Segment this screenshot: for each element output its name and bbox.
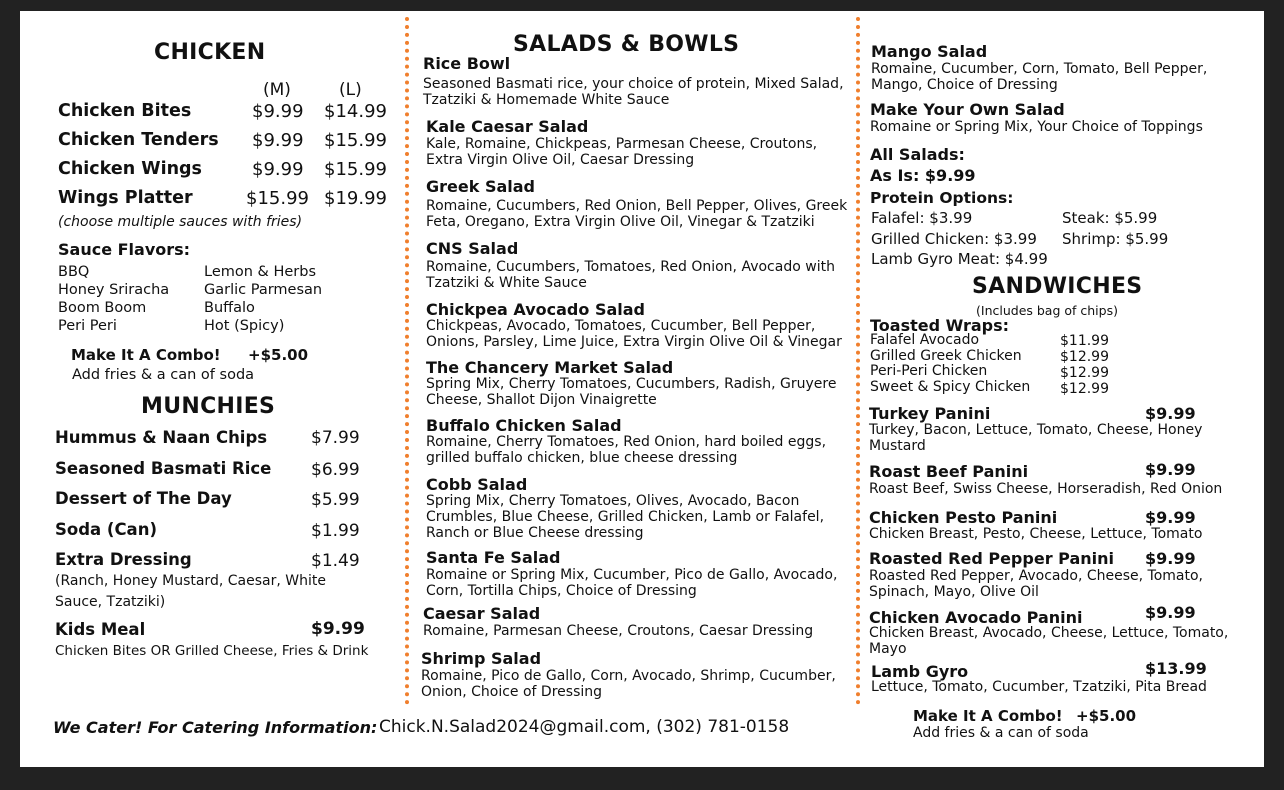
combo-label: Make It A Combo! (913, 707, 1063, 725)
panini-price: $9.99 (1145, 508, 1196, 527)
panini-name: Roast Beef Panini (869, 462, 1029, 481)
sandwiches-note: (Includes bag of chips) (976, 303, 1118, 318)
panini-name: Roasted Red Pepper Panini (869, 549, 1114, 568)
protein-option: Steak: $5.99 (1062, 209, 1158, 227)
salad-item-name: Cobb Salad (426, 475, 528, 494)
salad-item-name: Shrimp Salad (421, 649, 542, 668)
munchies-item-name: Extra Dressing (55, 550, 192, 569)
lamb-gyro-price: $13.99 (1145, 659, 1207, 678)
dressing-description: (Ranch, Honey Mustard, Caesar, White (55, 573, 326, 589)
munchies-item-price: $5.99 (311, 490, 360, 510)
salads-heading: SALADS & BOWLS (513, 32, 740, 57)
protein-option: Shrimp: $5.99 (1062, 230, 1169, 248)
panini-name: Chicken Pesto Panini (869, 508, 1058, 527)
panini-description: Mayo (869, 641, 907, 657)
wrap-price: $12.99 (1060, 349, 1109, 365)
wrap-price: $11.99 (1060, 333, 1109, 349)
column-divider-right (856, 17, 860, 705)
salad-item-description: Seasoned Basmati rice, your choice of protein, Mixed Salad, (423, 76, 844, 92)
panini-description: Chicken Breast, Pesto, Cheese, Lettuce, Tomato (869, 526, 1203, 542)
salad-item-name: Kale Caesar Salad (426, 117, 589, 136)
sauce-flavor: Buffalo (204, 300, 255, 316)
salad-item-description: grilled buffalo chicken, blue cheese dressing (426, 450, 738, 466)
salad-item-description: Onion, Choice of Dressing (421, 684, 603, 700)
salad-item-description: Romaine, Cucumbers, Tomatoes, Red Onion, Avocado with (426, 259, 835, 275)
panini-description: Roast Beef, Swiss Cheese, Horseradish, Red Onion (869, 481, 1223, 497)
catering-contact[interactable]: Chick.N.Salad2024@gmail.com, (302) 781-0158 (379, 717, 790, 737)
wrap-name: Peri-Peri Chicken (870, 363, 988, 379)
salad-item-description: Romaine, Parmesan Cheese, Croutons, Caesar Dressing (423, 623, 814, 639)
dressing-description: Sauce, Tzatziki) (55, 594, 166, 610)
kids-meal-description: Chicken Bites OR Grilled Cheese, Fries & Drink (55, 643, 369, 659)
all-salads-label: All Salads: (870, 145, 965, 164)
protein-options-heading: Protein Options: (870, 189, 1014, 207)
salad-item-description: Tzatziki & Homemade White Sauce (423, 92, 670, 108)
panini-description: Mustard (869, 438, 926, 454)
munchies-item-name: Hummus & Naan Chips (55, 428, 268, 447)
munchies-heading: MUNCHIES (141, 394, 276, 419)
panini-price: $9.99 (1145, 603, 1196, 622)
sauce-heading: Sauce Flavors: (58, 240, 191, 259)
wrap-name: Sweet & Spicy Chicken (870, 379, 1031, 395)
size-medium-label: (M) (263, 80, 291, 100)
size-large-label: (L) (339, 80, 362, 100)
combo-label: Make It A Combo! (71, 346, 221, 364)
protein-option: Lamb Gyro Meat: $4.99 (871, 250, 1048, 268)
protein-option: Falafel: $3.99 (871, 209, 973, 227)
salad-item-description: Ranch or Blue Cheese dressing (426, 525, 644, 541)
salad-item-description: Feta, Oregano, Extra Virgin Olive Oil, Vinegar & Tzatziki (426, 214, 815, 230)
salad-item-description: Spring Mix, Cherry Tomatoes, Cucumbers, Radish, Gruyere (426, 376, 837, 392)
sauce-flavor: Hot (Spicy) (204, 318, 285, 334)
chicken-item-price-l: $15.99 (324, 159, 387, 180)
wrap-price: $12.99 (1060, 365, 1109, 381)
salad-item-description: Crumbles, Blue Cheese, Grilled Chicken, Lamb or Falafel, (426, 509, 825, 525)
salad-item-name: Chickpea Avocado Salad (426, 300, 645, 319)
lamb-gyro-name: Lamb Gyro (871, 662, 969, 681)
salad-item-description: Tzatziki & White Sauce (426, 275, 587, 291)
panini-price: $9.99 (1145, 460, 1196, 479)
menu-page (20, 11, 1264, 767)
mango-salad-description: Romaine, Cucumber, Corn, Tomato, Bell Pepper, (871, 61, 1208, 77)
wrap-name: Falafel Avocado (870, 332, 980, 348)
make-your-own-salad-description: Romaine or Spring Mix, Your Choice of Toppings (870, 119, 1203, 135)
salad-item-name: Caesar Salad (423, 604, 541, 623)
toasted-wraps-heading: Toasted Wraps: (870, 316, 1010, 335)
munchies-item-name: Dessert of The Day (55, 489, 232, 508)
salad-item-description: Spring Mix, Cherry Tomatoes, Olives, Avocado, Bacon (426, 493, 800, 509)
panini-name: Turkey Panini (869, 404, 991, 423)
salad-item-description: Romaine, Cucumbers, Red Onion, Bell Pepper, Olives, Greek (426, 198, 848, 214)
wrap-price: $12.99 (1060, 381, 1109, 397)
chicken-item-name: Wings Platter (58, 188, 193, 208)
salad-item-name: CNS Salad (426, 239, 519, 258)
salad-item-description: Kale, Romaine, Chickpeas, Parmesan Cheese, Croutons, (426, 136, 818, 152)
protein-option: Grilled Chicken: $3.99 (871, 230, 1037, 248)
lamb-gyro-description: Lettuce, Tomato, Cucumber, Tzatziki, Pita Bread (871, 679, 1207, 695)
chicken-item-price-m: $9.99 (252, 101, 304, 122)
munchies-item-name: Seasoned Basmati Rice (55, 459, 272, 478)
panini-description: Chicken Breast, Avocado, Cheese, Lettuce, Tomato, (869, 625, 1229, 641)
salad-item-name: The Chancery Market Salad (426, 358, 674, 377)
catering-label: We Cater! For Catering Information: (53, 718, 378, 737)
column-divider-left (405, 17, 409, 705)
as-is-price: As Is: $9.99 (870, 166, 976, 185)
munchies-item-price: $7.99 (311, 428, 360, 448)
combo-price: +$5.00 (248, 346, 309, 364)
salad-item-description: Romaine, Pico de Gallo, Corn, Avocado, Shrimp, Cucumber, (421, 668, 836, 684)
salad-item-description: Corn, Tortilla Chips, Choice of Dressing (426, 583, 697, 599)
munchies-item-name: Soda (Can) (55, 520, 157, 539)
munchies-item-price: $1.99 (311, 521, 360, 541)
panini-description: Roasted Red Pepper, Avocado, Cheese, Tomato, (869, 568, 1204, 584)
mango-salad-name: Mango Salad (871, 42, 988, 61)
combo-price: +$5.00 (1076, 707, 1137, 725)
salad-item-description: Chickpeas, Avocado, Tomatoes, Cucumber, Bell Pepper, (426, 318, 816, 334)
sauce-flavor: Peri Peri (58, 318, 117, 334)
salad-item-name: Greek Salad (426, 177, 535, 196)
combo-description: Add fries & a can of soda (913, 725, 1089, 741)
panini-name: Chicken Avocado Panini (869, 608, 1083, 627)
salad-item-name: Santa Fe Salad (426, 548, 561, 567)
chicken-item-name: Chicken Tenders (58, 130, 219, 150)
salad-item-description: Cheese, Shallot Dijon Vinaigrette (426, 392, 657, 408)
chicken-sauce-note: (choose multiple sauces with fries) (58, 214, 303, 230)
salad-item-description: Romaine or Spring Mix, Cucumber, Pico de Gallo, Avocado, (426, 567, 838, 583)
mango-salad-description: Mango, Choice of Dressing (871, 77, 1058, 93)
kids-meal-name: Kids Meal (55, 620, 146, 639)
salad-item-name: Buffalo Chicken Salad (426, 416, 622, 435)
wrap-name: Grilled Greek Chicken (870, 348, 1022, 364)
sandwiches-heading: SANDWICHES (972, 274, 1143, 299)
chicken-item-price-l: $15.99 (324, 130, 387, 151)
panini-price: $9.99 (1145, 404, 1196, 423)
chicken-item-price-l: $19.99 (324, 188, 387, 209)
panini-price: $9.99 (1145, 549, 1196, 568)
salad-item-name: Rice Bowl (423, 54, 511, 73)
panini-description: Turkey, Bacon, Lettuce, Tomato, Cheese, Honey (869, 422, 1203, 438)
munchies-item-price: $1.49 (311, 551, 360, 571)
salad-item-description: Onions, Parsley, Lime Juice, Extra Virgin Olive Oil & Vinegar (426, 334, 842, 350)
make-your-own-salad-name: Make Your Own Salad (870, 100, 1065, 119)
chicken-item-price-m: $15.99 (246, 188, 309, 209)
munchies-item-price: $6.99 (311, 460, 360, 480)
chicken-heading: CHICKEN (154, 40, 266, 65)
chicken-item-name: Chicken Wings (58, 159, 202, 179)
sauce-flavor: Garlic Parmesan (204, 282, 323, 298)
sauce-flavor: BBQ (58, 264, 90, 280)
kids-meal-price: $9.99 (311, 619, 365, 639)
chicken-item-price-l: $14.99 (324, 101, 387, 122)
chicken-item-price-m: $9.99 (252, 130, 304, 151)
chicken-item-price-m: $9.99 (252, 159, 304, 180)
salad-item-description: Romaine, Cherry Tomatoes, Red Onion, hard boiled eggs, (426, 434, 827, 450)
sauce-flavor: Boom Boom (58, 300, 147, 316)
salad-item-description: Extra Virgin Olive Oil, Caesar Dressing (426, 152, 695, 168)
combo-description: Add fries & a can of soda (72, 367, 255, 383)
sauce-flavor: Lemon & Herbs (204, 264, 316, 280)
sauce-flavor: Honey Sriracha (58, 282, 170, 298)
panini-description: Spinach, Mayo, Olive Oil (869, 584, 1039, 600)
chicken-item-name: Chicken Bites (58, 101, 192, 121)
